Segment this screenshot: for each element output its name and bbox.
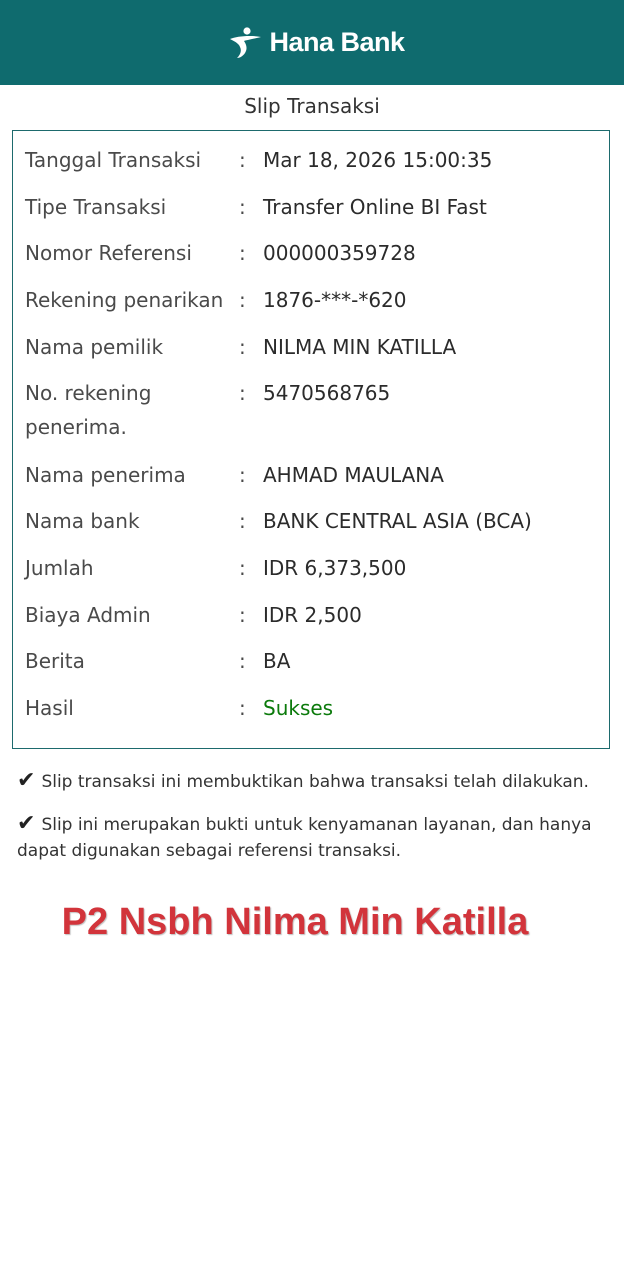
note-item	[17, 811, 609, 864]
brand-name: Hana Bank	[269, 27, 405, 57]
hana-bank-logo-icon	[227, 26, 263, 60]
check-icon: ✔	[17, 768, 36, 793]
detail-separator: :	[239, 556, 246, 580]
detail-value: Mar 18, 2026 15:00:35	[263, 148, 493, 172]
detail-label: Nomor Referensi	[25, 241, 192, 265]
detail-label: Tanggal Transaksi	[25, 148, 202, 172]
detail-label: Nama pemilik	[25, 335, 164, 359]
transaction-details-card	[12, 130, 610, 749]
detail-separator: :	[239, 335, 246, 359]
detail-separator: :	[239, 463, 246, 487]
note-text: Slip ini merupakan bukti untuk kenyamanan layanan, dan hanya dapat digunakan sebagai referensi transaksi.	[17, 815, 592, 861]
detail-separator: :	[239, 509, 246, 533]
detail-value: BANK CENTRAL ASIA (BCA)	[263, 509, 532, 533]
detail-separator: :	[239, 696, 246, 720]
detail-value: IDR 2,500	[263, 603, 362, 627]
note-item	[17, 768, 609, 795]
notes-section	[17, 768, 609, 880]
overlay-annotation-text: P2 Nsbh Nilma Min Katilla	[61, 901, 529, 943]
detail-separator: :	[239, 148, 246, 172]
check-icon: ✔	[17, 811, 36, 836]
detail-separator: :	[239, 195, 246, 219]
note-text: Slip transaksi ini membuktikan bahwa transaksi telah dilakukan.	[41, 772, 589, 792]
hana-bank-logo	[227, 26, 404, 60]
detail-value: AHMAD MAULANA	[263, 463, 444, 487]
detail-separator: :	[239, 241, 246, 265]
app-header	[0, 0, 624, 85]
detail-separator: :	[239, 288, 246, 312]
detail-value: 5470568765	[263, 381, 391, 405]
detail-label: Rekening penarikan	[25, 288, 224, 312]
detail-label: Nama penerima	[25, 463, 186, 487]
detail-value: 000000359728	[263, 241, 416, 265]
detail-label: No. rekening penerima.	[25, 381, 152, 439]
detail-label: Jumlah	[25, 556, 94, 580]
detail-separator: :	[239, 649, 246, 673]
detail-separator: :	[239, 381, 246, 405]
detail-value: IDR 6,373,500	[263, 556, 407, 580]
detail-value: NILMA MIN KATILLA	[263, 335, 457, 359]
status-value: Sukses	[263, 696, 334, 720]
detail-label: Nama bank	[25, 509, 140, 533]
detail-value: 1876-***-*620	[263, 288, 407, 312]
detail-value: Transfer Online BI Fast	[263, 195, 487, 219]
page-title: Slip Transaksi	[244, 94, 380, 118]
detail-label: Hasil	[25, 696, 74, 720]
detail-label: Tipe Transaksi	[25, 195, 167, 219]
detail-separator: :	[239, 603, 246, 627]
detail-label: Biaya Admin	[25, 603, 151, 627]
detail-label: Berita	[25, 649, 85, 673]
detail-value: BA	[263, 649, 291, 673]
